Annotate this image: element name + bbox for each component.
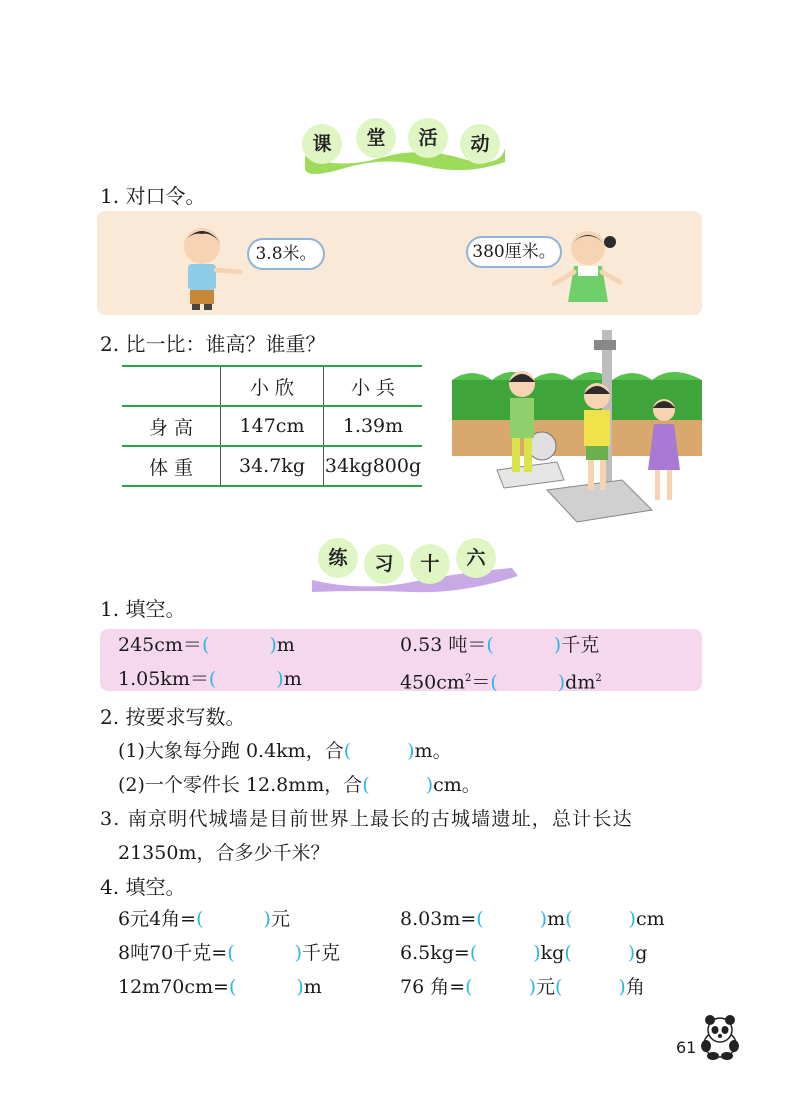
ex4-title: 4. 填空。 xyxy=(100,875,186,899)
panda-icon xyxy=(698,1014,742,1060)
ex4-left-item-1: 6元4角=( )元 xyxy=(118,908,290,930)
banner1-char-4: 动 xyxy=(460,124,500,164)
table-cell: 1.39m xyxy=(324,406,423,446)
q1-title: 1. 对口令。 xyxy=(100,184,206,208)
ex4-right-item-3: 76 角=( )元( )角 xyxy=(400,976,645,998)
banner2-char-1: 练 xyxy=(318,538,358,578)
ex1-item-2: 0.53 吨＝( )千克 xyxy=(400,634,600,656)
table-cell: 体 重 xyxy=(122,446,221,486)
banner-classroom-activity xyxy=(300,118,510,178)
ex1-title: 1. 填空。 xyxy=(100,597,186,621)
comparison-table xyxy=(122,365,422,487)
boy-speech-bubble: 3.8米。 xyxy=(247,238,325,270)
table-cell xyxy=(122,366,221,406)
ex4-left-item-2: 8吨70千克=( )千克 xyxy=(118,942,341,964)
ex4-right-item-1: 8.03m=( )m( )cm xyxy=(400,908,665,930)
table-cell: 小 兵 xyxy=(324,366,423,406)
table-cell: 34.7kg xyxy=(221,446,324,486)
ex4-left-item-3: 12m70cm=( )m xyxy=(118,976,322,998)
ex1-item-3: 1.05km＝( )m xyxy=(118,668,302,690)
table-header-row xyxy=(122,366,422,406)
banner1-char-3: 活 xyxy=(408,118,448,158)
ex2-item-1: (1)大象每分跑 0.4km，合( )m。 xyxy=(118,740,452,762)
table-row xyxy=(122,406,422,446)
ex4-right-item-2: 6.5kg=( )kg( )g xyxy=(400,942,648,964)
page-number: 61 xyxy=(676,1038,697,1057)
banner2-char-2: 习 xyxy=(364,544,404,584)
table-cell: 小 欣 xyxy=(221,366,324,406)
banner2-char-4: 六 xyxy=(456,538,496,578)
banner1-char-2: 堂 xyxy=(356,118,396,158)
ex2-title: 2. 按要求写数。 xyxy=(100,705,246,729)
table-cell: 34kg800g xyxy=(324,446,423,486)
table-cell: 147cm xyxy=(221,406,324,446)
table-cell: 身 高 xyxy=(122,406,221,446)
banner-exercise-sixteen xyxy=(312,536,522,596)
boy-illustration xyxy=(170,220,250,312)
ex1-item-4: $450cm^2=$( )$dm^2$ xyxy=(400,671,602,694)
banner2-char-3: 十 xyxy=(410,544,450,584)
ex3-line-1: 3. 南京明代城墙是目前世界上最长的古城墙遗址，总计长达 xyxy=(100,808,633,830)
girl-speech-bubble: 380厘米。 xyxy=(466,236,562,268)
q2-title: 2. 比一比：谁高？谁重？ xyxy=(100,332,326,356)
girl-illustration xyxy=(548,222,628,312)
table-row xyxy=(122,446,422,486)
ex3-line-2: 21350m，合多少千米？ xyxy=(118,842,330,864)
banner1-char-1: 课 xyxy=(302,124,342,164)
measuring-scene-illustration xyxy=(452,330,702,526)
ex2-item-2: (2)一个零件长 12.8mm，合( )cm。 xyxy=(118,774,481,796)
ex1-item-1: 245cm＝( )m xyxy=(118,634,295,656)
